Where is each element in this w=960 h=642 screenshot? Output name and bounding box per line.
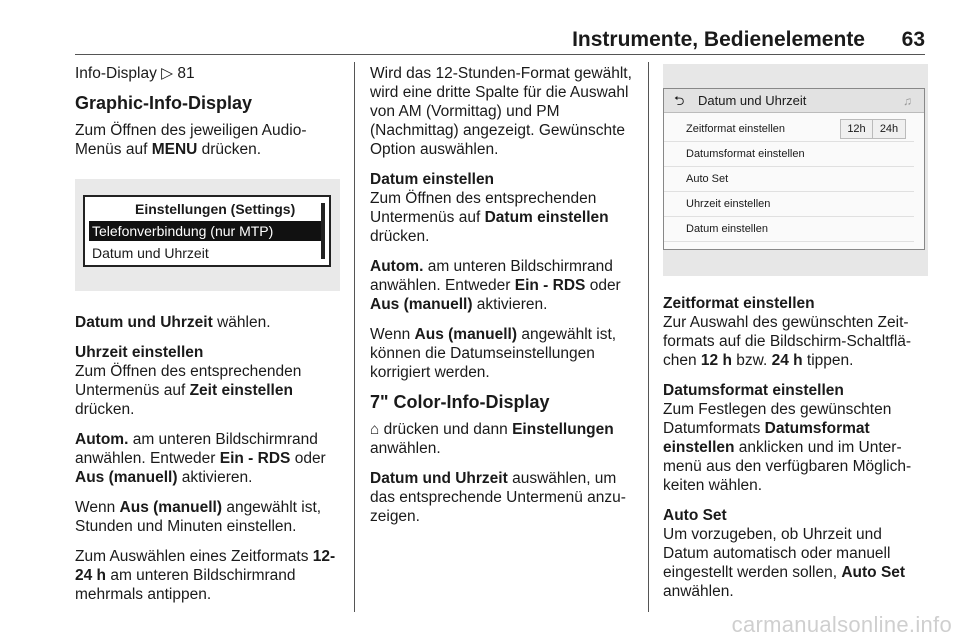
paragraph: Zum Auswählen eines Zeitformats 12-24 h am unteren Bildschirmrand mehrmals antippen. bbox=[75, 548, 336, 603]
display-screen bbox=[83, 195, 331, 267]
list-item[interactable]: Datumsformat einstellen bbox=[664, 142, 914, 167]
paragraph: Zum Öffnen des jeweiligen Audio-Menüs auf MENU drücken. bbox=[75, 122, 307, 158]
subsection-datumsformat: Datumsformat einstellen Zum Festlegen des gewünschten Datumformats Datumsformat einstellen anklicken und im Unter-menü aus den verfügbaren Möglich-keiten wählen. bbox=[663, 382, 912, 494]
home-icon: ⌂ bbox=[370, 421, 380, 438]
column-3 bbox=[663, 64, 928, 612]
time-format-toggle[interactable] bbox=[840, 119, 906, 139]
reference-arrow-icon: ▷ bbox=[161, 65, 174, 82]
paragraph: ⌂ drücken und dann Einstellungen anwählen. bbox=[370, 421, 614, 457]
display-title-bar bbox=[664, 89, 924, 113]
column-2 bbox=[370, 64, 635, 537]
list-item[interactable]: Uhrzeit einstellen bbox=[664, 192, 914, 217]
list-item[interactable]: Datum einstellen bbox=[664, 217, 914, 242]
display-row: Datum und Uhrzeit bbox=[92, 245, 209, 261]
cross-reference[interactable]: Info-Display ▷ 81 bbox=[75, 65, 195, 82]
list-item[interactable]: Zeitformat einstellen 12h 24h bbox=[664, 117, 914, 142]
page-number: 63 bbox=[901, 28, 925, 51]
back-arrow-icon[interactable]: ⮌ bbox=[674, 93, 685, 108]
header-title: Instrumente, Bedienelemente bbox=[572, 28, 865, 51]
display-title: Datum und Uhrzeit bbox=[698, 93, 807, 108]
section-heading-color-info: 7" Color-Info-Display bbox=[370, 392, 550, 412]
subsection-auto-set: Auto Set Um vorzugeben, ob Uhrzeit und Datum automatisch oder manuell eingestellt werden sollen, Auto Set anwählen. bbox=[663, 507, 906, 600]
header-divider bbox=[75, 54, 925, 55]
paragraph: Datum und Uhrzeit wählen. bbox=[75, 314, 271, 331]
paragraph: Datum und Uhrzeit auswählen, um das entsprechende Untermenü anzu-zeigen. bbox=[370, 470, 626, 525]
column-divider-2 bbox=[648, 62, 649, 612]
subsection-uhrzeit: Uhrzeit einstellen Zum Öffnen des entsprechenden Untermenüs auf Zeit einstellen drücken. bbox=[75, 344, 302, 418]
subsection-zeitformat: Zeitformat einstellen Zur Auswahl des gewünschten Zeit-formats auf die Bildschirm-Schaltflä-chen 12 h bzw. 24 h tippen. bbox=[663, 295, 912, 369]
display-title: Einstellungen (Settings) bbox=[135, 201, 296, 217]
paragraph: Autom. am unteren Bildschirmrand anwählen. Entweder Ein - RDS oder Aus (manuell) aktivieren. bbox=[75, 431, 326, 486]
graphic-info-display-image bbox=[75, 179, 340, 291]
paragraph: Autom. am unteren Bildschirmrand anwählen. Entweder Ein - RDS oder Aus (manuell) aktivieren. bbox=[370, 258, 621, 313]
list-item[interactable]: Auto Set bbox=[664, 167, 914, 192]
settings-list bbox=[664, 117, 924, 242]
subsection-datum: Datum einstellen Zum Öffnen des entsprechenden Untermenüs auf Datum einstellen drücken. bbox=[370, 171, 609, 245]
paragraph: Wenn Aus (manuell) angewählt ist, können die Datumseinstellungen korrigiert werden. bbox=[370, 326, 617, 381]
seg-12h-button[interactable]: 12h bbox=[841, 120, 873, 138]
column-1 bbox=[75, 64, 340, 615]
display-row-selected: Telefonverbindung (nur MTP) bbox=[89, 221, 321, 241]
page-header bbox=[75, 28, 925, 54]
watermark: carmanualsonline.info bbox=[731, 612, 952, 637]
section-heading-graphic-info: Graphic-Info-Display bbox=[75, 93, 253, 113]
color-info-display-image bbox=[663, 64, 928, 276]
paragraph: Wird das 12-Stunden-Format gewählt, wird eine dritte Spalte für die Auswahl von AM (Vormittag) und PM (Nachmittag) angezeigt. Gewünschte Option auswählen. bbox=[370, 65, 632, 158]
music-note-icon: ♫ bbox=[903, 94, 912, 108]
column-divider-1 bbox=[354, 62, 355, 612]
display-scrollbar bbox=[321, 203, 325, 259]
seg-24h-button[interactable]: 24h bbox=[879, 123, 899, 135]
display-screen bbox=[663, 88, 925, 250]
paragraph: Wenn Aus (manuell) angewählt ist, Stunden und Minuten einstellen. bbox=[75, 499, 322, 535]
